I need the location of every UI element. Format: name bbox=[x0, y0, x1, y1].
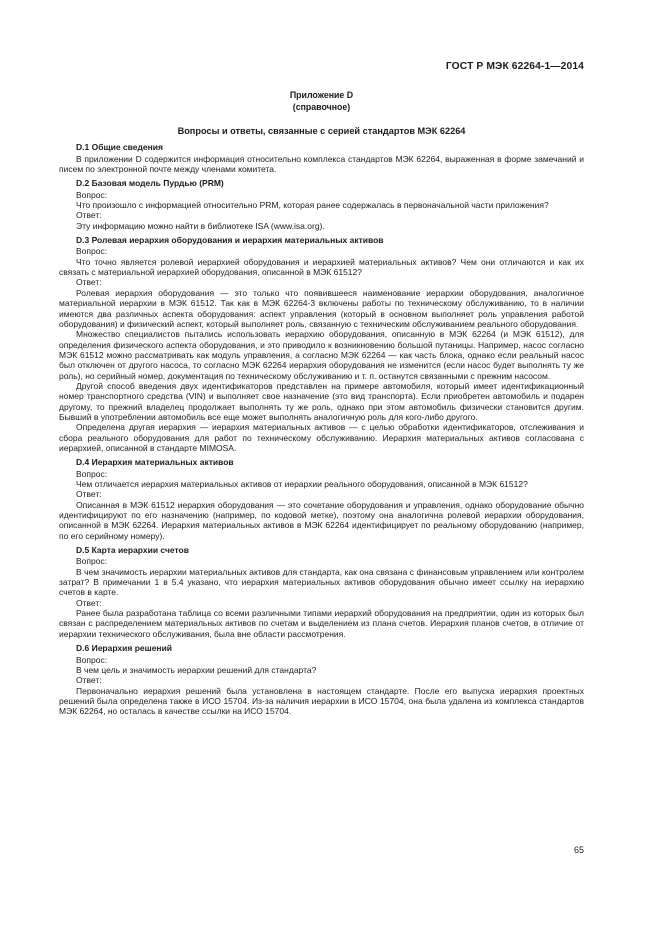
page-number: 65 bbox=[573, 845, 584, 855]
answer-text: Определена другая иерархия — иерархия материальных активов — с целью обработки идентификаторов, отслеживания и сбора реального оборудования для работ по техническому обслуживанию. Иерархия материальных активов согласована с иерархией, описанной в стандарте MIMOSA. bbox=[59, 422, 584, 453]
section-title: D.6 Иерархия решений bbox=[76, 643, 173, 654]
answer-label: Ответ: bbox=[76, 489, 102, 500]
section-title: D.1 Общие сведения bbox=[76, 142, 163, 153]
answer-text: Ранее была разработана таблица со всеми различными типами иерархий оборудования на предприятии, один из которых был связан с распределением материальных активов по счетам и выделением из плана счетов. Иерархия планов счетов, в отличие от иерархии технического обслуживания, была вне области рассмотрения. bbox=[59, 608, 584, 639]
section-d2 bbox=[59, 178, 584, 231]
question-text: В чем цель и значимость иерархии решений для стандарта? bbox=[76, 664, 317, 675]
question-text: Чем отличается иерархия материальных активов от иерархии реального оборудования, описанной в МЭК 61512? bbox=[76, 479, 528, 489]
section-title: D.4 Иерархия материальных активов bbox=[76, 457, 234, 468]
answer-text: Ролевая иерархия оборудования — это только что появившееся наименование иерархии оборудования, аналогичное материальной иерархии в МЭК 61512. Так как в МЭК 62264-3 включены работы по техническому обслуживанию, то в наличии имеются два различных аспекта оборудования: аспект управления (который в основном выполняет роль управления работой оборудования) и физический аспект, который выполняет роль, связанную с техническим обслуживанием реального оборудования. bbox=[59, 287, 584, 329]
standard-header: ГОСТ Р МЭК 62264-1—2014 bbox=[445, 61, 584, 72]
paragraph: В приложении D содержится информация относительно комплекса стандартов МЭК 62264, выраженная в форме замечаний и писем по электронной почте между членами комитета. bbox=[59, 153, 584, 175]
question-label: Вопрос: bbox=[76, 189, 108, 200]
question-text: Что произошло с информацией относительно PRM, которая ранее содержалась в первоначальной части приложения? bbox=[76, 200, 549, 211]
section-d6 bbox=[59, 643, 584, 716]
answer-label: Ответ: bbox=[76, 597, 102, 608]
question-label: Вопрос: bbox=[76, 654, 108, 665]
question-text: Что точно является ролевой иерархией оборудования и иерархией материальных активов? Чем они отличаются и как их связать с материальной иерархией оборудования, описанной в МЭК 61512? bbox=[59, 256, 584, 278]
section-title: D.3 Ролевая иерархия оборудования и иерархия материальных активов bbox=[76, 235, 384, 246]
section-d1 bbox=[59, 142, 584, 174]
answer-text: Описанная в МЭК 61512 иерархия оборудования — это сочетание оборудования и управления, однако оборудование обычно идентифицируют по его назначению (например, по кодовой метке), поэтому она аналогична ролевой иерархии оборудования, описанной в МЭК 62264. Иерархия материальных активов в МЭК 62264 идентифицирует по реальному оборудованию (например, по его серийному номеру). bbox=[59, 499, 584, 541]
answer-label: Ответ: bbox=[76, 675, 102, 686]
appendix-heading bbox=[59, 90, 584, 113]
answer-text: Множество специалистов пытались использовать иерархию оборудования, описанную в МЭК 62264 (и МЭК 61512), для определения физического аспекта оборудования, и это приводило к возникновению большой путаницы. Например, насос согласно МЭК 61512 можно рассматривать как модуль управления, а согласно МЭК 62264 — как часть блока, однако если реальный насос был отключен от другого насоса, то согласно МЭК 62264 иерархия оборудования не изменится (если насос будет выполнять ту же роль), но серийный номер, документация по техническому обслуживанию и т. п. останутся связанными с прежним насосом. bbox=[59, 329, 584, 381]
answer-label: Ответ: bbox=[76, 210, 102, 221]
section-d3 bbox=[59, 235, 584, 453]
answer-label: Ответ: bbox=[76, 277, 102, 288]
question-label: Вопрос: bbox=[76, 556, 108, 567]
main-title: Вопросы и ответы, связанные с серией стандартов МЭК 62264 bbox=[177, 126, 466, 136]
appendix-title: Приложение D bbox=[289, 90, 354, 100]
question-label: Вопрос: bbox=[76, 246, 108, 257]
answer-text: Другой способ введения двух идентификаторов представлен на примере автомобиля, который имеет идентификационный номер транспортного средства (VIN) и выполняет свое назначение (это вид транспорта). Если приобретен автомобиль и подарен другому, то прежний владелец продолжает выполнять ту же роль, однако при этом автомобиль физически становится другим. Бывший в употреблении автомобиль все еще может выполнять аналогичную роль для кого-либо другого. bbox=[59, 380, 584, 422]
section-title: D.5 Карта иерархии счетов bbox=[76, 545, 189, 556]
appendix-subtitle: (справочное) bbox=[292, 101, 351, 112]
answer-text: Эту информацию можно найти в библиотеке ISA (www.isa.org). bbox=[76, 220, 325, 231]
section-d4 bbox=[59, 457, 584, 541]
section-title: D.2 Базовая модель Пурдью (PRM) bbox=[76, 178, 224, 189]
question-label: Вопрос: bbox=[76, 468, 108, 479]
section-d5 bbox=[59, 545, 584, 639]
answer-text: Первоначально иерархия решений была установлена в настоящем стандарте. После его выпуска иерархия проектных решений была определена также в ИСО 15704. Из-за наличия иерархии в ИСО 15704, она была удалена из комплекса стандартов МЭК 62264, но осталась в качестве ссылки на ИСО 15704. bbox=[59, 685, 584, 717]
question-text: В чем значимость иерархии материальных активов для стандарта, как она связана с финансовым управлением или контролем затрат? В примечании 1 в 5.4 указано, что иерархия материальных активов оборудования обычно имеет ссылку на иерархию счетов в карте. bbox=[59, 566, 584, 598]
document-content bbox=[59, 90, 584, 717]
